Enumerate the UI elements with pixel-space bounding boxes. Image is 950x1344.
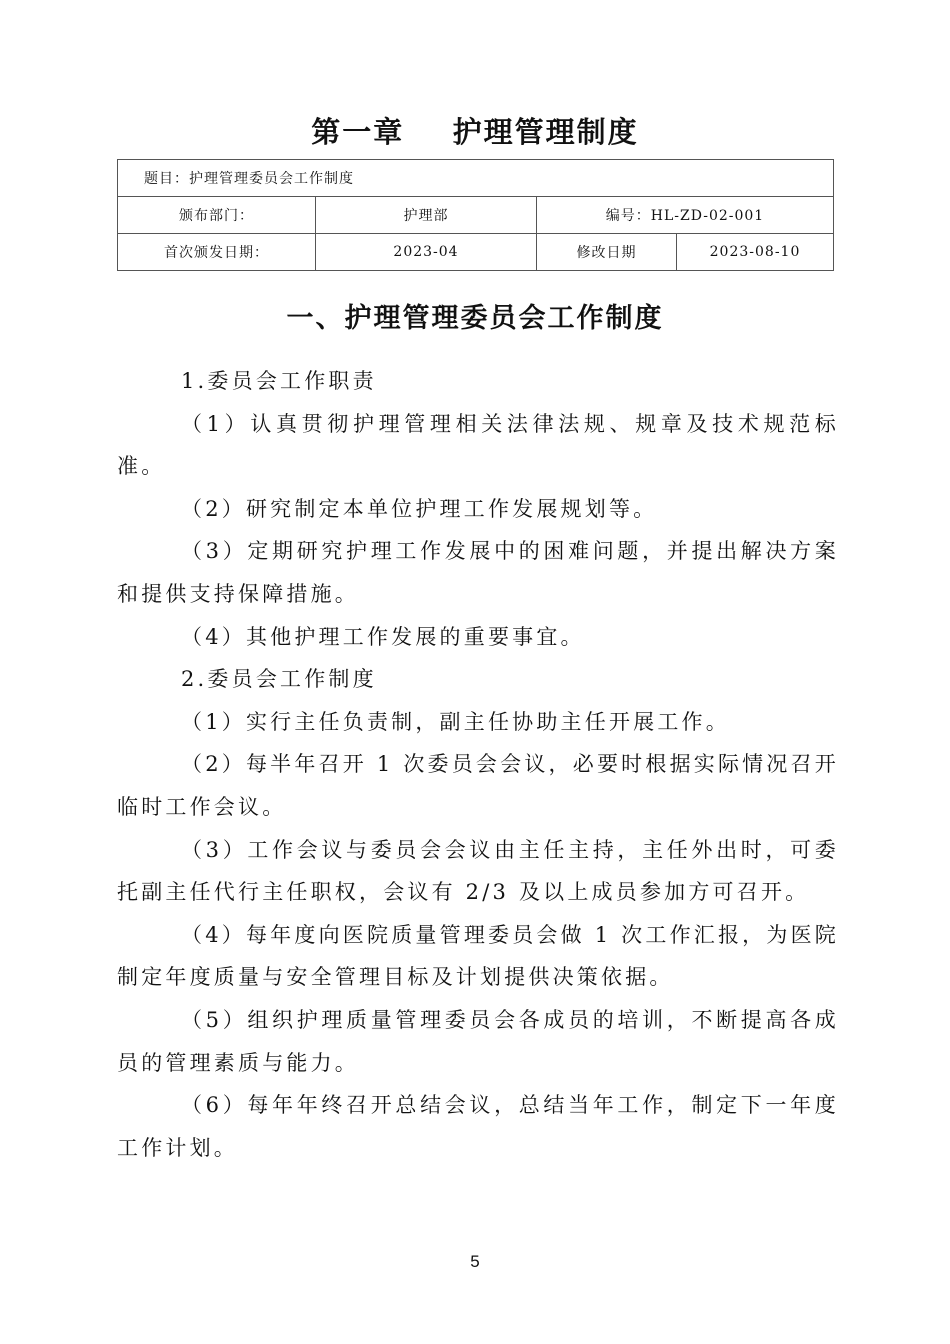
department-row (118, 197, 834, 234)
section-title: 一、护理管理委员会工作制度 (286, 303, 664, 334)
subject-cell: 题目：护理管理委员会工作制度 (118, 160, 834, 197)
department-value: 护理部 (316, 197, 537, 234)
body-text (117, 360, 839, 1169)
revision-value: 2023-08-10 (677, 234, 834, 271)
page-number: 5 (470, 1252, 480, 1271)
document-code: 编号：HL-ZD-02-001 (537, 197, 834, 234)
subject-row (118, 160, 834, 197)
first-issue-value: 2023-04 (316, 234, 537, 271)
rule-item-5: （5）组织护理质量管理委员会各成员的培训，不断提高各成员的管理素质与能力。 (117, 1007, 839, 1075)
duty-item-2: （2）研究制定本单位护理工作发展规划等。 (181, 496, 658, 521)
rule-item-6: （6）每年年终召开总结会议，总结当年工作，制定下一年度工作计划。 (117, 1093, 839, 1160)
chapter-title: 第一章 护理管理制度 (311, 115, 639, 149)
revision-label: 修改日期 (537, 234, 677, 271)
duty-item-4: （4）其他护理工作发展的重要事宜。 (181, 624, 585, 649)
duty-item-3: （3）定期研究护理工作发展中的困难问题，并提出解决方案和提供支持保障措施。 (117, 539, 839, 606)
rule-item-3: （3）工作会议与委员会会议由主任主持，主任外出时，可委托副主任代行主任职权，会议有 2/3 及以上成员参加方可召开。 (117, 837, 839, 905)
duty-item-1: （1）认真贯彻护理管理相关法律法规、规章及技术规范标准。 (117, 411, 839, 479)
date-row (118, 234, 834, 271)
department-label: 颁布部门： (118, 197, 316, 234)
rule-item-2: （2）每半年召开 1 次委员会会议，必要时根据实际情况召开临时工作会议。 (117, 752, 839, 819)
rule-item-1: （1）实行主任负责制，副主任协助主任开展工作。 (181, 709, 730, 734)
rule-item-4: （4）每年度向医院质量管理委员会做 1 次工作汇报，为医院制定年度质量与安全管理目标及计划提供决策依据。 (117, 922, 839, 990)
first-issue-label: 首次颁发日期： (118, 234, 316, 271)
heading-rules: 2.委员会工作制度 (181, 667, 377, 692)
document-info-table (117, 159, 834, 271)
heading-duties: 1.委员会工作职责 (181, 369, 377, 393)
